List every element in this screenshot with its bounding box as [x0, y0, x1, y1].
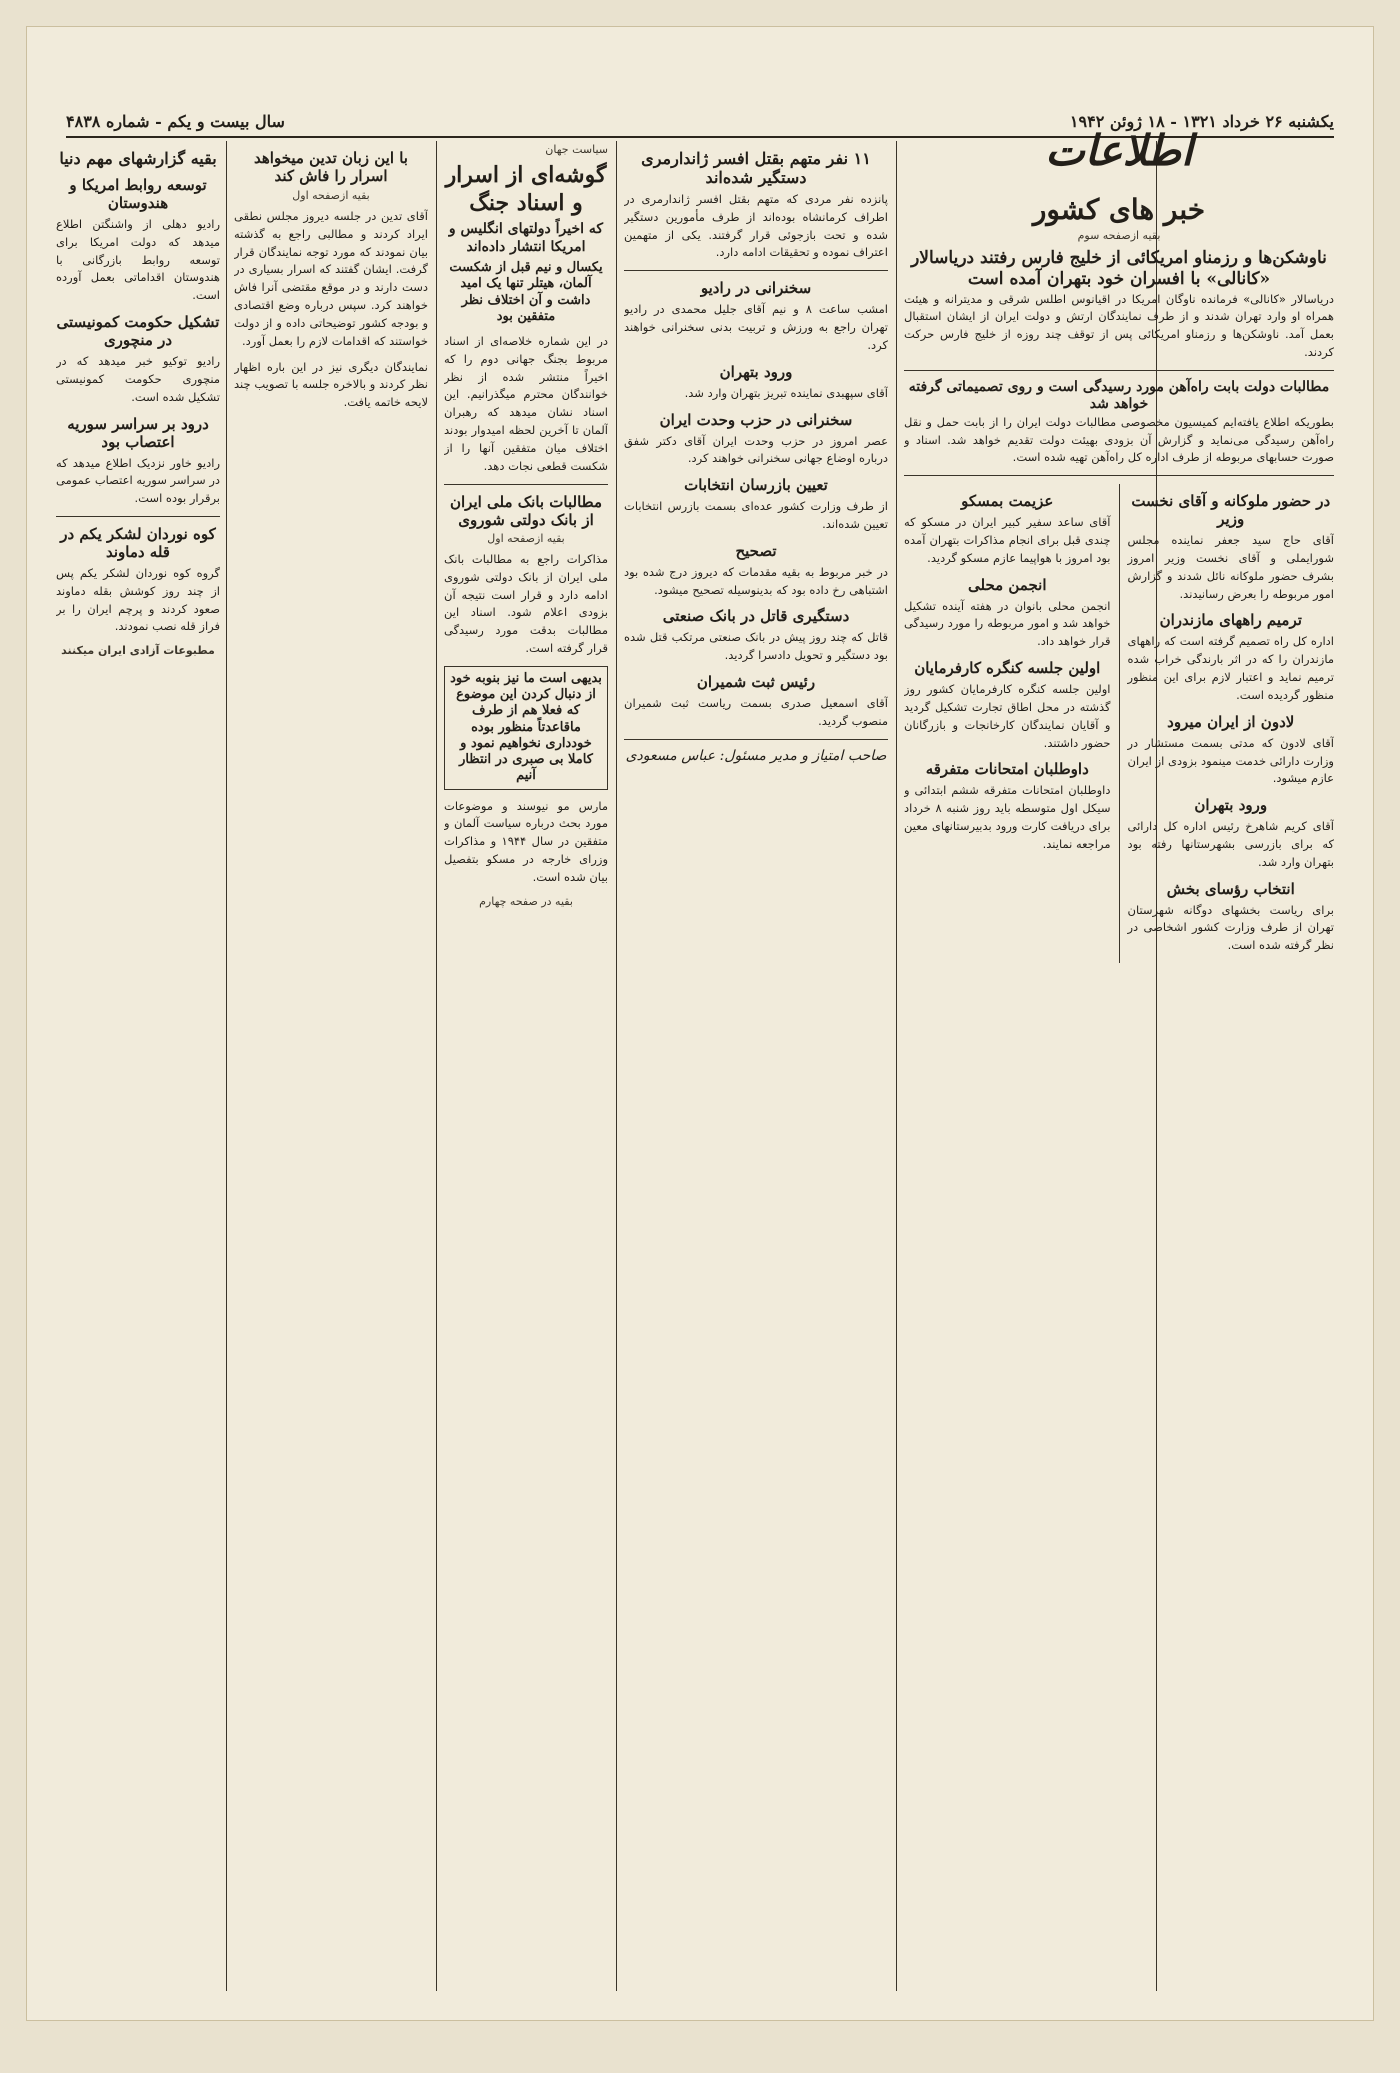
news-body: امشب ساعت ۸ و نیم آقای جلیل محمدی در رادیو تهران راجع به ورزش و تربیت بدنی سخنرانی خواهند کرد.: [624, 302, 888, 352]
news-title: بقیه گزارشهای مهم دنیا: [59, 149, 217, 168]
news-body: آقای اسمعیل صدری بسمت ریاست ثبت شمیران منصوب گردید.: [624, 696, 888, 728]
feature-deck: که اخیراً دولتهای انگلیس و امریکا انتشار داده‌اند: [448, 221, 604, 255]
issue-volume: سال بیست و یکم - شماره ۴۸۳۸: [66, 112, 285, 131]
news-body: در خبر مربوط به بقیه مقدمات که دیروز درج شده بود اشتباهی رخ داده بود که بدینوسیله تصحیح میشود.: [624, 564, 888, 597]
news-title: تشکیل حکومت کمونیستی در منچوری: [56, 313, 220, 350]
masthead: اطلاعات: [1045, 126, 1193, 175]
lead-headline: ناوشکن‌ها و رزمناو امریکائی از خلیج فارس رفتند دریاسالار «کانالی» با افسران خود بتهران آمده است: [911, 248, 1327, 290]
highlight-box: بدیهی است ما نیز بنوبه خود از دنبال کردن این موضوع که فعلا هم از طرف ماقاعدتاً منظور بوده خودداری نخواهیم نمود و کاملا بی صبری در انتظار آنیم: [444, 666, 608, 790]
column-3: [444, 141, 608, 1991]
feature-subdeck: یکسال و نیم قبل از شکست آلمان، هیتلر تنها یک امید داشت و آن اختلاف نظر متفقین بود: [449, 260, 603, 324]
separator: [624, 270, 888, 271]
column-divider: [226, 141, 227, 1991]
news-body: نمایندگان دیگری نیز در این باره اظهار نظر کردند و بالاخره جلسه با تصویب چند لایحه خاتمه یافت.: [234, 359, 428, 410]
column-divider: [1119, 484, 1120, 963]
mid-subtitle: بقیه ازصفحه اول: [487, 532, 565, 545]
headline-2: مطالبات دولت بابت راه‌آهن مورد رسیدگی است و روی تصمیماتی گرفته خواهد شد: [908, 378, 1330, 413]
sub-column-right: [1128, 484, 1335, 963]
news-title: تعیین بازرسان انتخابات: [684, 476, 828, 495]
feature-body: در این شماره خلاصه‌ای از اسناد مربوط بجنگ جهانی دوم را که اخیراً منتشر شده از نظر خوانندگان محترم میگذرانیم. این اسناد نشان میدهد که رهبران آلمان تا آخرین لحظه امیدوار بودند اختلاف میان متفقین آنها را از شکست قطعی نجات دهد.: [444, 334, 608, 473]
continued-note: بقیه در صفحه چهارم: [479, 894, 573, 908]
news-subtitle: بقیه ازصفحه اول: [292, 189, 370, 202]
news-title: با این زبان تدین میخواهد اسرار را فاش کند: [254, 149, 408, 185]
column-5: [56, 141, 220, 1991]
news-title: داوطلبان امتحانات متفرقه: [925, 760, 1089, 779]
news-title: ورود بتهران: [719, 362, 793, 381]
separator: [904, 370, 1334, 371]
issue-date: یکشنبه ۲۶ خرداد ۱۳۲۱ - ۱۸ ژوئن ۱۹۴۲: [1069, 112, 1334, 131]
news-title: ورود بتهران: [1194, 796, 1268, 815]
mid-headline: مطالبات بانک ملی ایران از بانک دولتی شوروی: [449, 492, 602, 530]
news-subtitle: توسعه روابط امریکا و هندوستان: [69, 176, 207, 212]
section-subtitle: بقیه ازصفحه سوم: [1077, 229, 1161, 242]
news-title: درود بر سراسر سوریه اعتصاب بود: [67, 414, 209, 451]
news-body: داوطلبان امتحانات متفرقه ششم ابتدائی و سیکل اول متوسطه باید روز شنبه ۸ خرداد برای دریافت کارت ورود بدبیرستانهای معین مراجعه نمایند.: [904, 783, 1111, 851]
footer-line: مطبوعات آزادی ایران میکنند: [61, 644, 215, 658]
news-title: سخنرانی در رادیو: [700, 279, 812, 298]
news-title: تصحیح: [735, 541, 777, 560]
split-columns: [904, 484, 1334, 963]
lead-body: دریاسالار «کانالی» فرمانده ناوگان امریکا در اقیانوس اطلس شرقی و مدیترانه و هیئت همراه او وارد تهران شدند و از طرف نمایندگان ارتش و دولت ایران از ایشان استقبال بعمل آمد. ناوشکن‌ها و رزمناو امریکائی پس از توقف چند روزه از خلیج فارس حرکت کردند.: [904, 291, 1334, 359]
news-title: انجمن محلی: [967, 575, 1047, 594]
news-body: برای ریاست بخشهای دوگانه شهرستان تهران از طرف وزارت کشور اشخاصی در نظر گرفته شده است.: [1127, 902, 1334, 953]
news-title: عزیمت بمسکو: [961, 492, 1054, 511]
column-1: [904, 126, 1334, 1991]
news-body: قاتل که چند روز پیش در بانک صنعتی مرتکب قتل شده بود دستگیر و تحویل دادسرا گردید.: [624, 630, 888, 663]
separator: [56, 516, 220, 517]
separator: [624, 739, 888, 740]
feature-headline: گوشه‌ای از اسرار و اسناد جنگ: [445, 162, 607, 216]
separator: [904, 475, 1334, 476]
kicker: سیاست جهان: [545, 143, 608, 156]
news-body: آقای تدین در جلسه دیروز مجلس نطقی ایراد کردند و مطالبی راجع به گذشته بیان نمودند که مورد توجه نمایندگان قرار گرفت. ایشان گفتند که اسرار بسیاری در دست دارند و در موقع مقتضی آنرا فاش خواهند کرد. سپس درباره وضع اقتصادی و بودجه کشور توضیحاتی داده و از دولت خواستند که اقدامات لازم را بعمل آورد.: [234, 209, 428, 348]
news-body: رادیو خاور نزدیک اطلاع میدهد که در سراسر سوریه اعتصاب عمومی برقرار بوده است.: [56, 455, 220, 506]
news-body: اولین جلسه کنگره کارفرمایان کشور روز گذشته در محل اطاق تجارت تشکیل گردید و آقایان نمایندگان کارخانجات و بازرگانان حضور داشتند.: [904, 682, 1111, 750]
news-body: آقای کریم شاهرخ رئیس اداره کل دارائی که برای بازرسی بشهرستانها رفته بود بتهران وارد شد.: [1127, 819, 1334, 869]
news-body: آقای سپهبدی نماینده تبریز بتهران وارد شد.: [684, 385, 888, 400]
section-title: خبر های کشور: [1032, 193, 1206, 226]
column-2: [624, 141, 888, 1991]
newspaper-page: [26, 26, 1374, 2021]
news-title: سخنرانی در حزب وحدت ایران: [659, 410, 853, 429]
news-body: آقای لادون که مدتی بسمت مستشار در وزارت دارائی خدمت مینمود بزودی از ایران عازم میشود.: [1127, 735, 1334, 786]
news-body: آقای حاج سید جعفر نماینده مجلس شورایملی و آقای نخست وزیر امروز بشرف حضور ملوکانه نائل شدند و گزارش امور مربوطه را بعرض رسانیدند.: [1127, 533, 1334, 601]
news-title: در حضور ملوکانه و آقای نخست وزیر: [1131, 492, 1331, 529]
column-divider: [436, 141, 437, 1991]
column-divider: [896, 141, 897, 1991]
bottom-body: مارس مو نیوسند و موضوعات مورد بحث درباره سیاست آلمان و متفقین در سال ۱۹۴۴ و مذاکرات وزرای خارجه در مسکو بتفصیل بیان شده است.: [444, 798, 608, 884]
news-title: ترمیم راههای مازندران: [1159, 611, 1302, 630]
sub-column-left: [904, 484, 1111, 963]
news-body: از طرف وزارت کشور عده‌ای بسمت بازرس انتخابات تعیین شده‌اند.: [624, 499, 888, 531]
news-title: ۱۱ نفر متهم بقتل افسر ژاندارمری دستگیر شده‌اند: [641, 149, 871, 187]
news-title: لادون از ایران میرود: [1167, 712, 1295, 731]
news-title: انتخاب رؤسای بخش: [1166, 879, 1295, 898]
news-body: آقای ساعد سفیر کبیر ایران در مسکو که چندی قبل برای انجام مذاکرات بتهران آمده بود امروز با هواپیما عازم مسکو گردید.: [904, 515, 1111, 565]
news-title: کوه نوردان لشکر یکم در قله دماوند: [60, 524, 216, 561]
news-body: عصر امروز در حزب وحدت ایران آقای دکتر شفق درباره اوضاع جهانی سخنرانی خواهند کرد.: [624, 433, 888, 466]
column-4: [234, 141, 428, 1991]
column-divider: [616, 141, 617, 1991]
news-title: رئیس ثبت شمیران: [696, 673, 816, 691]
separator: [444, 484, 608, 485]
news-body: اداره کل راه تصمیم گرفته است که راههای مازندران را که در اثر بارندگی خراب شده ترمیم نماید و اعتبار لازم برای این منظور منظور گردیده است.: [1127, 634, 1334, 702]
mid-body: مذاکرات راجع به مطالبات بانک ملی ایران از بانک دولتی شوروی ادامه دارد و قرار است نتیجه آن بزودی اعلام شود. اسناد این مطالبات بدقت مورد رسیدگی قرار گرفته است.: [444, 552, 608, 656]
news-body: گروه کوه نوردان لشکر یکم پس از چند روز کوشش بقله دماوند صعود کردند و پرچم ایران را بر فراز قله نصب نمودند.: [56, 565, 220, 634]
news-body: رادیو دهلی از واشنگتن اطلاع میدهد که دولت امریکا برای توسعه روابط بازرگانی با هندوستان اقداماتی بعمل آورده است.: [56, 217, 220, 303]
news-body: انجمن محلی بانوان در هفته آینده تشکیل خواهد شد و امور مربوطه را مورد رسیدگی قرار خواهد داد.: [904, 598, 1111, 649]
news-body: رادیو توکیو خبر میدهد که در منچوری حکومت کمونیستی تشکیل شده است.: [56, 354, 220, 404]
news-title: دستگیری قاتل در بانک صنعتی: [662, 607, 850, 626]
body-2: بطوریکه اطلاع یافته‌ایم کمیسیون مخصوصی مطالبات دولت ایران را از بابت حمل و نقل راه‌آهن رسیدگی می‌نماید و گزارش آن بزودی بهیئت دولت تقدیم خواهد شد. اسناد و صورت حسابهای مربوطه از طرف اداره کل راه‌آهن تهیه شده است.: [904, 414, 1334, 465]
publisher-signature: صاحب امتیاز و مدیر مسئول: عباس مسعودی: [625, 747, 887, 764]
news-body: پانزده نفر مردی که متهم بقتل افسر ژاندارمری در اطراف کرمانشاه بوده‌اند از طرف مأمورین دستگیر شده و تحت بازجوئی قرار گرفتند. یکی از متهمین اعتراف نموده و تحقیقات ادامه دارد.: [624, 192, 888, 260]
news-title: اولین جلسه کنگره کارفرمایان: [914, 659, 1101, 678]
